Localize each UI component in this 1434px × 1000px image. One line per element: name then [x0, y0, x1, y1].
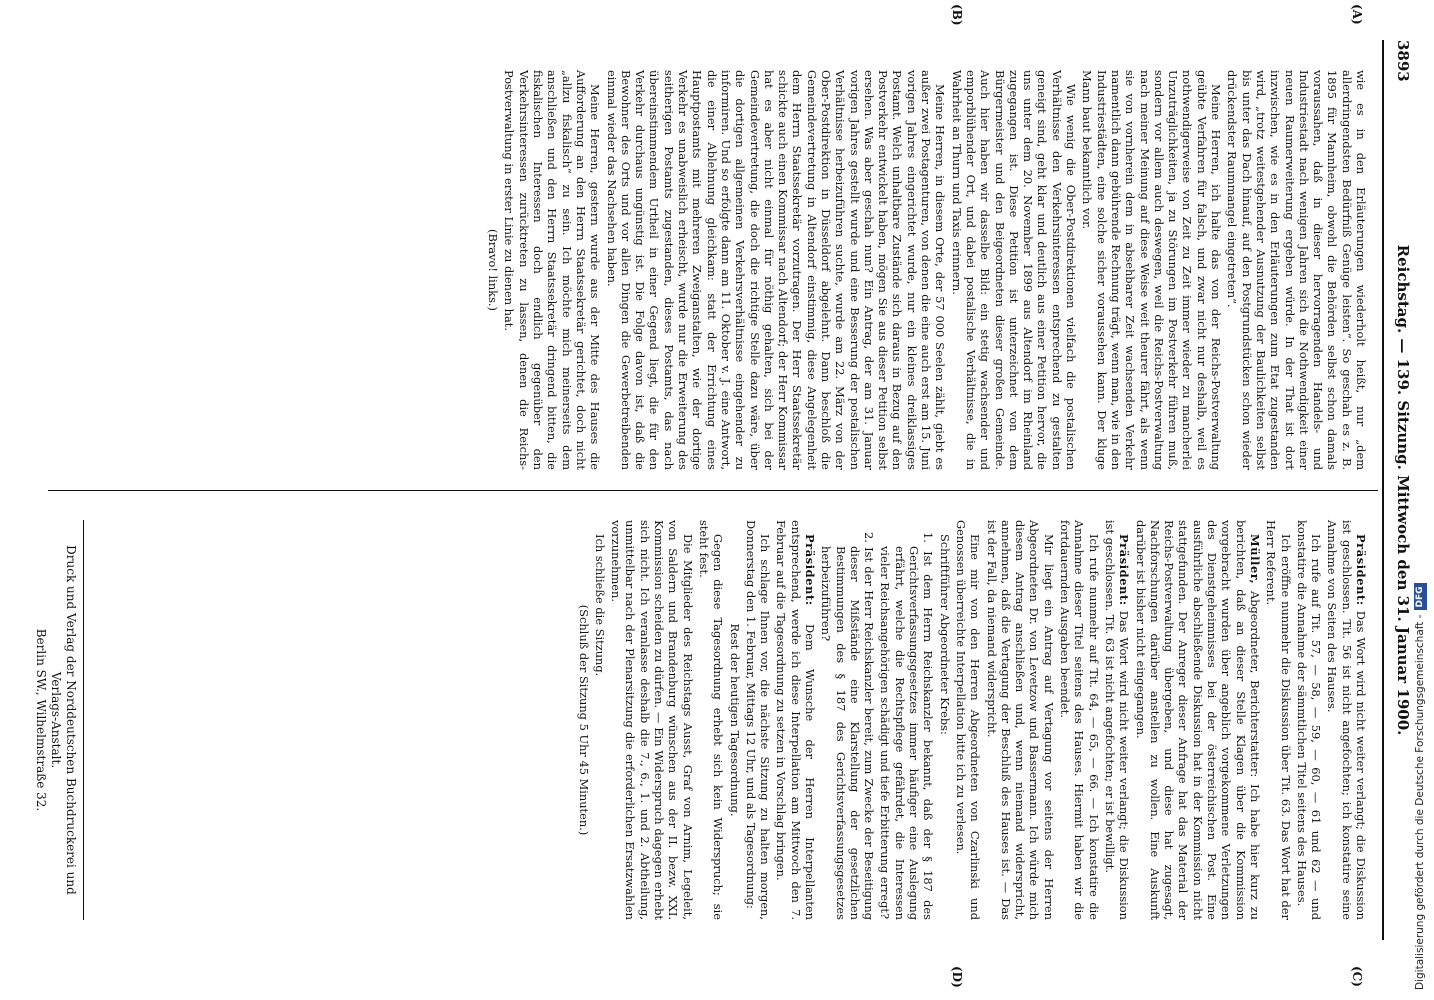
right-column — [574, 520, 1368, 920]
funding-note: Digitalisierung gefördert durch die Deutsche Forschungsgemeinschaft - — [1414, 614, 1426, 990]
agenda-item: Rest der heutigen Tagesordnung. — [727, 623, 742, 817]
margin-marker-b: (B) — [950, 4, 964, 26]
paragraph: Mir liegt ein Antrag auf Vertagung vor seitens der Herren Abgeordneten Dr. von Levetzow und Bassermann. Ich würde mich diesem Antrag anschließen und, wenn niemand widerspricht, annehmen, daß die Vertagung der Beschluß des Hauses ist. — Das ist der Fall, da niemand widerspricht. — [984, 520, 1056, 920]
margin-marker-d: (D) — [950, 966, 964, 988]
paragraph: Ich schlage Ihnen vor, die nächste Sitzung zu halten morgen, Donnerstag den 1. Februar, Mittags 12 Uhr, und als Tagesordnung: — [743, 520, 773, 920]
paragraph: Die Mitglieder des Reichstags Ausst, Graf von Arnim, Legeleit, von Saldern und Brandenburg wünschen aus der II. bezw. XXI. Kommission scheiden zu dürfen. — Ein Widerspruch dagegen erhebt sich nicht. Ich veranlasse deshalb die 7., 6., 1. und 2. Abtheilung, unmittelbar nach der Plenarsitzung die erforderlichen Ersatzwahlen vorzunehmen. — [609, 520, 695, 920]
paragraph: Das Wort wird nicht weiter verlangt; die Diskussion ist geschlossen. Tit. 56 ist nicht angefochten; ich konstatire seine Annahme von Seiten des Hauses. — [1325, 520, 1368, 921]
paragraph: Meine Herren, gestern wurde aus der Mitte des Hauses die Aufforderung an den Herrn Staatssekretär gerichtet, doch nicht „allzu fiskalisch“ zu sein. Ich möchte mich meinerseits dem anschließen und den Herrn Staatssekretär dringend bitten, die fiskalischen Interessen doch endlich gegenüber den Verkehrsinteressen zurücktreten zu lassen, denen die Reichs-Postverwaltung in erster Linie zu dienen hat. — [502, 70, 603, 470]
list-item: 2. Ist der Herr Reichskanzler bereit, zum Zwecke der Beseitigung dieser Mißstände eine Klarstellung der gesetzlichen Bestimmungen des § 187 des Gerichtsverfassungsgesetzes herbeizuführen? — [819, 532, 877, 920]
paragraph: Abgeordneter, Berichterstatter: Ich habe hier kurz zu berichten, daß an dieser Stelle Klagen über die Kommission vorgebracht wurden über angeblich vorgekommene Verletzungen des Dienstgeheimnisses bei der österreichischen Post. Eine ausführliche abschließende Diskussion hat in der Kommission nicht stattgefunden. Der Anreger dieser Anfrage hat das Material der Reichs-Postverwaltung übergeben, und diese hat zugesagt, Nachforschungen darüber anstellen zu wollen. Eine Auskunft darüber ist bisher nicht eingegangen. — [1133, 520, 1262, 920]
margin-marker-c: (C) — [1350, 966, 1364, 987]
left-column — [484, 70, 1368, 470]
header-rule — [1382, 40, 1384, 940]
paragraph: Meine Herren, ich halte das von der Reichs-Postverwaltung geübte Verfahren für falsch, und zwar nicht nur deshalb, weil es nothwendigerweise von Zeit zu Zeit immer wieder zu mancherlei Unzuträglichkeiten, ja zu Störungen im Postverkehr führen muß, sondern vor allem auch deswegen, weil die Reichs-Postverwaltung nach meiner Meinung auf diese Weise weit theurer fährt, als wenn sie von vornherein dem in absehbarer Zeit wachsenden Verkehr namentlich dann gebührende Rechnung trägt, wenn man, wie in den Industriestädten, eine solche sicher voraussehen kann. Der kluge Mann baut bekanntlich vor. — [1080, 70, 1224, 470]
header-title: Reichstag. — 139. Sitzung. Mittwoch den 31. Januar 1900. — [1394, 244, 1412, 736]
paragraph: Ich rufe auf Tit. 57, — 58, — 59, — 60, — 61 und 62 — und konstatire die Annahme der sämmtlichen Titel seitens des Hauses. — [1294, 520, 1324, 920]
imprint-line: Berlin SW., Wilhelmstraße 32. — [34, 628, 48, 812]
dfg-logo: DFG — [1414, 583, 1427, 610]
applause-note: (Bravo! links.) — [486, 229, 501, 311]
column-divider — [48, 490, 1378, 491]
paragraph: wie es in den Erläuterungen wiederholt heißt, nur „dem allerdringendsten Bedürfniß Genüge leisten“. So geschah es z. B. 1895 für Mannheim, obwohl die Behörden selbst schon damals voraussahen, daß in dieser hervorragenden Handels- und Industriestadt nach wenigen Jahren sich die Nothwendigkeit einer neuen Raumerweiterung ergeben würde. In der That ist dort inzwischen, wie es in den Erläuterungen zum Etat zugestanden wird, „trotz weitestgehender Ausnutzung der Baulichkeiten selbst bis unter das Dach hinauf, auf den Postgrundstücken schon wieder drückendster Raummangel eingetreten“. — [1225, 70, 1368, 470]
paragraph: Eine mir von den Herren Abgeordneten von Czarlinski und Genossen überreichte Interpellation bitte ich zu verlesen. — [953, 520, 983, 920]
speaker-label: Müller, — [1247, 534, 1262, 585]
paragraph: Schriftführer Abgeordneter Krebs: — [937, 534, 952, 735]
imprint-line: Druck und Verlag der Norddeutschen Buchdruckerei und Verlags-Anstalt. — [49, 545, 78, 895]
margin-marker-a: (A) — [1350, 4, 1364, 25]
footer-rule — [83, 520, 84, 920]
funding-sidebar — [1408, 0, 1428, 1000]
paragraph: Ich rufe nunmehr auf Tit. 64, — 65, — 66. — Ich konstatire die Annahme dieser Titel seitens des Hauses. Hiermit haben wir die fortdauernden Ausgaben beendet. — [1058, 520, 1101, 920]
speaker-label: Präsident: — [803, 534, 818, 606]
paragraph: Dem Wunsche der Herren Interpellanten entsprechend, werde ich diese Interpellation am Mittwoch den 7. Februar auf die Tagesordnung zu setzen in Vorschlag bringen. — [774, 520, 818, 920]
paragraph: Ich schließe die Sitzung. — [592, 534, 607, 677]
paragraph: Gegen diese Tagesordnung erhebt sich kein Widerspruch; sie steht fest. — [696, 520, 726, 920]
list-item: 1. Ist dem Herrn Reichskanzler bekannt, daß der § 187 des Gerichtsverfassungsgesetzes immer häufiger eine Auslegung erfährt, welche die Rechtspflege gefährdet, die Interessen vieler Reichsangehörigen schädigt und tiefe Erbitterung erregt? — [878, 532, 936, 920]
paragraph: Ich eröffne nunmehr die Diskussion über Tit. 63. Das Wort hat der Herr Referent. — [1264, 520, 1293, 920]
session-end-note: (Schluß der Sitzung 5 Uhr 45 Minuten.) — [576, 604, 591, 836]
speaker-label: Präsident: — [1117, 534, 1132, 606]
paragraph: Wie wenig die Ober-Postdirektionen vielfach die postalischen Verhältnisse den Verkehrsinteressen entsprechend zu gestalten geneigt sind, geht klar und deutlich aus einer Petition hervor, die uns unter dem 20. November 1899 aus Altendorf im Rheinland zugegangen ist. Diese Petition ist unterzeichnet von dem Bürgermeister und den Beigeordneten dieser großen Gemeinde. Auch hier haben wir dasselbe Bild: ein stetig wachsender und emporblühender Ort, und dabei postalische Verhältnisse, die in Wahrheit an Thurn und Taxis erinnern. — [949, 70, 1079, 470]
speaker-label: Präsident: — [1354, 534, 1368, 606]
paragraph: Meine Herren, in diesem Orte, der 57 000 Seelen zählt, giebt es außer zwei Postagenturen, von denen die eine auch erst am 15. Juni vorigen Jahres eingerichtet wurde, nur ein kleines dreiklassiges Postamt. Welch unhaltbare Zustände sich daraus in Bezug auf den Postverkehr entwickelt haben, mögen Sie aus dieser Petition selbst ersehen. Was aber geschah nun? Ein Antrag, der am 31. Januar vorigen Jahres gestellt wurde und eine Besserung der postalischen Verhältnisse herbeizuführen suchte, wurde am 22. März von der Ober-Postdirektion in Düsseldorf abgelehnt. Dann beschloß die Gemeindevertretung in Altendorf einstimmig, diese Angelegenheit dem Herrn Staatssekretär vorzutragen. Der Herr Staatssekretär schickte auch einen Kommissar nach Altendorf; der Herr Kommissar hat es aber nicht einmal für nöthig gehalten, sich bei der Gemeindevertretung, die doch die richtige Stelle dazu wäre, über die dortigen allgemeinen Verkehrsverhältnisse eingehender zu informiren. Und so erfolgte dann am 11. Oktober v. J. eine Antwort, die einer Ablehnung gleichkam: statt der Errichtung eines Hauptpostamts mit mehreren Zweiganstalten, wie der dortige Verkehr es unabweislich erheischt, wurde nur die Erweiterung des seitherigen Postamts zugestanden, dieses Postamts, das nach übereinstimmendem Urtheil in einer Gegend liegt, die für den Verkehr durchaus ungünstig ist. Die Folge davon ist, daß die Bewohner des Orts und vor allen Dingen die Gewerbetreibenden einmal wieder das Nachsehen haben. — [604, 70, 948, 470]
paragraph: Das Wort wird nicht weiter verlangt; die Diskussion ist geschlossen. Tit. 63 ist nicht angefochten; er ist bewilligt. — [1102, 520, 1132, 921]
header-page-number-left: 3893 — [1394, 40, 1412, 82]
imprint — [33, 520, 78, 920]
